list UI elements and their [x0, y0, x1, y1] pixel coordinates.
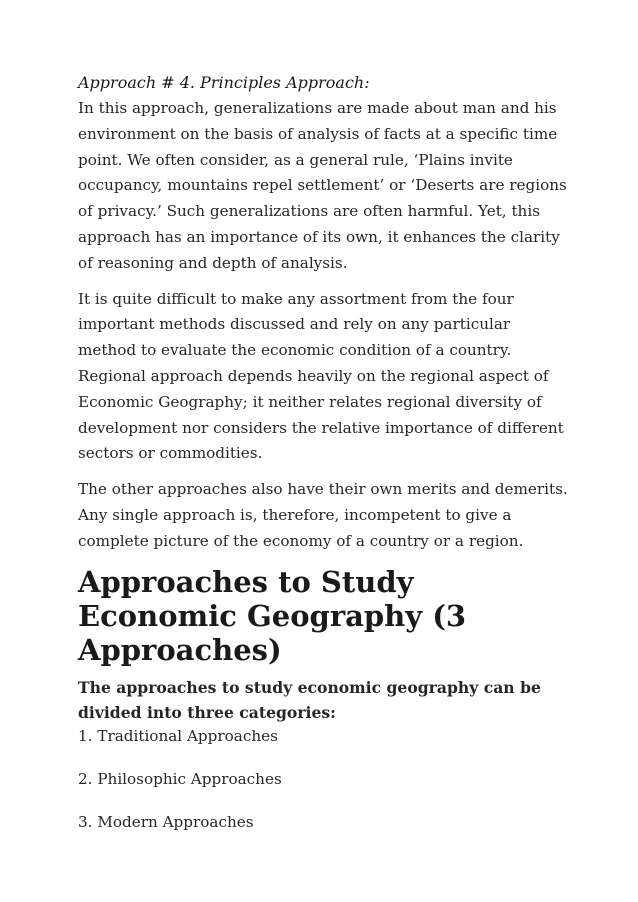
list-item: 2. Philosophic Approaches	[78, 769, 282, 788]
paragraph-methods-assortment: It is quite difficult to make any assortment from the four important methods discussed and rely on any particular method to evaluate the economic condition of a country. Regional approach depends heavily on the regional aspect of Economic Geography; it neither relates regional diversity of development nor considers the relative importance of different sectors or commodities.	[78, 289, 564, 463]
section-subheading: Approach # 4. Principles Approach:	[78, 73, 370, 92]
approaches-intro: The approaches to study economic geography can be divided into three categories:	[78, 677, 541, 722]
paragraph-principles-approach: In this approach, generalizations are made about man and his environment on the basis of analysis of facts at a specific time point. We often consider, as a general rule, ‘Plains invite occupancy, mountains repel settlement’ or ‘Deserts are regions of privacy.’ Such generalizations are often harmful. Yet, this approach has an importance of its own, it enhances the clarity of reasoning and depth of analysis.	[78, 99, 567, 272]
list-item: 1. Traditional Approaches	[78, 726, 278, 745]
paragraph-merits-demerits: The other approaches also have their own merits and demerits. Any single approach is, therefore, incompetent to give a complete picture of the economy of a country or a region.	[78, 480, 568, 550]
approaches-list	[78, 725, 568, 833]
main-heading: Approaches to Study Economic Geography (3 Approaches)	[78, 564, 467, 667]
document-page	[78, 72, 568, 854]
list-item: 3. Modern Approaches	[78, 812, 254, 831]
